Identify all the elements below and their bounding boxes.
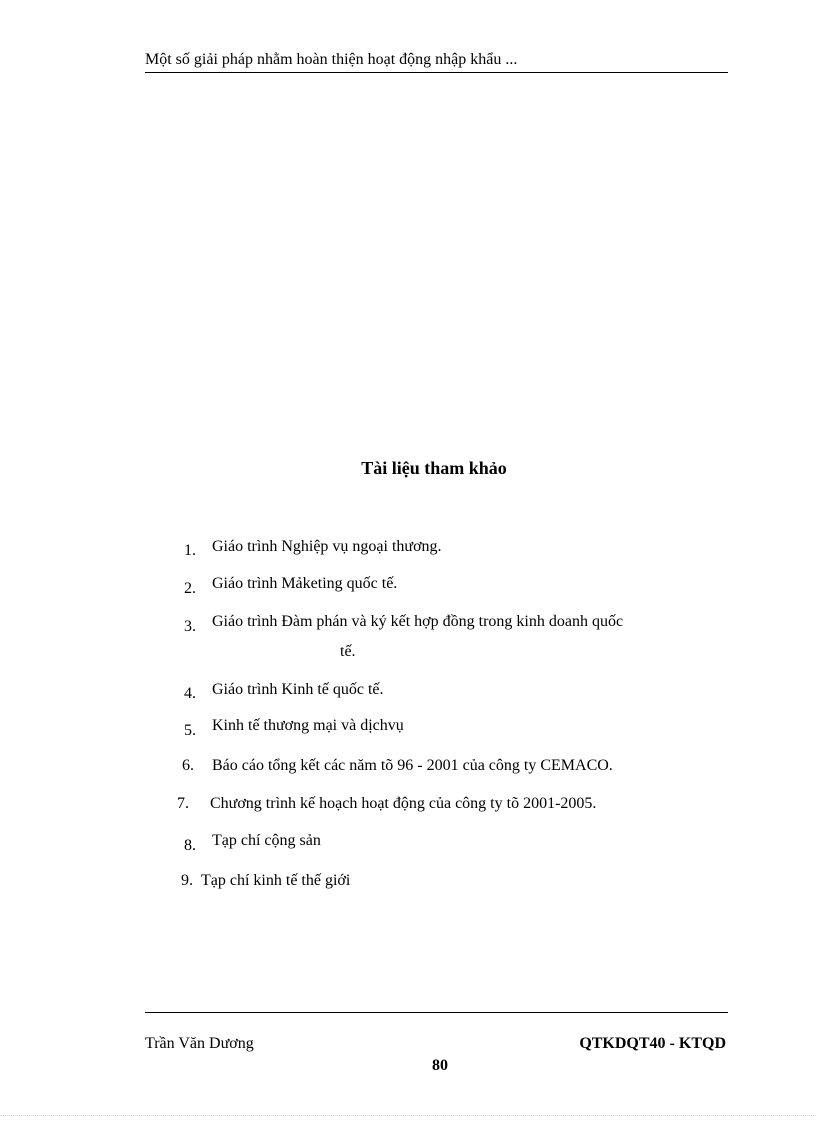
reference-number: 7. — [177, 795, 189, 812]
page-bottom-border — [0, 1115, 816, 1116]
reference-text: Tạp chí cộng sản — [212, 832, 321, 849]
footer-divider — [145, 1012, 728, 1013]
reference-number: 9. — [181, 872, 193, 889]
reference-number: 4. — [184, 685, 196, 702]
footer-course-code: QTKDQT40 - KTQD — [579, 1035, 726, 1052]
reference-number: 2. — [184, 580, 196, 597]
reference-text: Giáo trình Kinh tế quốc tế. — [212, 681, 384, 698]
page-number: 80 — [432, 1057, 448, 1074]
reference-text: Kinh tế thương mại và dịchvụ — [212, 717, 404, 734]
reference-text: Chương trình kế hoạch hoạt động của công ty tõ 2001-2005. — [210, 795, 597, 812]
reference-number: 5. — [184, 722, 196, 739]
reference-text: Giáo trình Mảketing quốc tế. — [212, 575, 398, 592]
reference-text: Giáo trình Nghiệp vụ ngoại thương. — [212, 538, 442, 555]
reference-text-continuation: tế. — [340, 643, 356, 660]
reference-number: 1. — [184, 542, 196, 559]
footer-author: Trần Văn Dương — [145, 1035, 254, 1052]
page-header: Một số giải pháp nhằm hoàn thiện hoạt động nhập khẩu ... — [145, 50, 728, 73]
reference-number: 3. — [184, 618, 196, 635]
reference-number: 8. — [184, 837, 196, 854]
reference-text: Báo cáo tổng kết các năm tõ 96 - 2001 của công ty CEMACO. — [212, 757, 613, 774]
references-title: Tài liệu tham khảo — [361, 458, 507, 478]
reference-text: Giáo trình Đàm phán và ký kết hợp đồng trong kinh doanh quốc — [212, 613, 624, 630]
reference-text: Tạp chí kinh tế thế giới — [201, 872, 351, 889]
reference-number: 6. — [182, 757, 194, 774]
